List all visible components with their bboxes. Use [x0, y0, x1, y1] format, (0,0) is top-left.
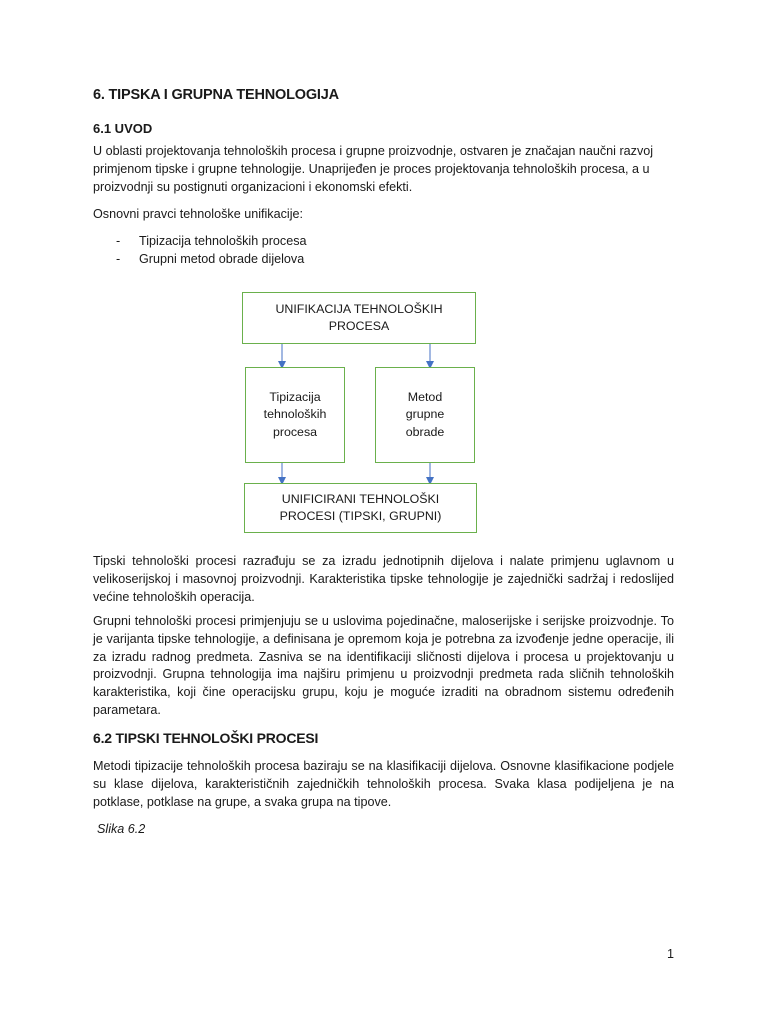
grupni-paragraph: Grupni tehnološki procesi primjenjuju se u uslovima pojedinačne, maloserijske i serijske proizvodnje. To je varijanta tipske tehnologije, a definisana je opremom koja je potrebna za izvođenje jedne operacije, ili za izradu radnog predmeta. Zasniva se na identifikaciji sličnosti dijelova i procesa u projektovanju u proizvodnji. Grupna tehnologija ima najširu primjenu u proizvodnji predmeta rada sličnih tehnoloških karakteristika, koji čine operacijsku grupu, koju je moguće izraditi na obradnom sistemu određenih parametara. [93, 614, 674, 717]
tipski-paragraph: Tipski tehnološki procesi razrađuju se za izradu jednotipnih dijelova i nalate primjenu uglavnom u velikoserijskoj i masovnoj proizvodnji. Karakteristika tipske tehnologije je zajednički sadržaj i redoslijed većine tehnoloških operacija. [93, 554, 674, 604]
list-dash: - [116, 234, 121, 248]
intro-paragraph: U oblasti projektovanja tehnoloških procesa i grupne proizvodnje, ostvaren je značajan naučni razvoj primjenom tipske i grupne tehnologije. Unaprijeđen je proces projektovanja tehnoloških procesa, a u proizvodnji su postignuti organizacioni i ekonomski efekti. [93, 144, 654, 194]
box-unifikacija [242, 292, 476, 344]
section-heading-tipski: 6.2 TIPSKI TEHNOLOŠKI PROCESI [93, 730, 319, 746]
box-grupna-obrada [375, 367, 475, 463]
list-item-text: Tipizacija tehnoloških procesa [139, 234, 307, 248]
unification-directions-paragraph: Osnovni pravci tehnološke unifikacije: [93, 207, 304, 221]
box-tipizacija-label: Tipizacija tehnoloških procesa [263, 389, 327, 439]
section-heading-uvod: 6.1 UVOD [93, 121, 153, 136]
unification-diagram [240, 292, 480, 537]
box-unificirani-label: UNIFICIRANI TEHNOLOŠKI PROCESI (TIPSKI, GRUPNI) [279, 491, 442, 523]
box-grupna-obrada-label: Metod grupne obrade [405, 389, 445, 439]
figure-caption: Slika 6.2 [97, 822, 146, 836]
page-number: 1 [667, 947, 675, 961]
box-unifikacija-label: UNIFIKACIJA TEHNOLOŠKIH PROCESA [275, 301, 443, 333]
list-item-text: Grupni metod obrade dijelova [139, 251, 305, 266]
list-item [116, 251, 307, 269]
list-dash: - [116, 251, 121, 266]
chapter-heading: 6. TIPSKA I GRUPNA TEHNOLOGIJA [93, 87, 339, 103]
box-unificirani [244, 483, 477, 533]
metodi-paragraph: Metodi tipizacije tehnoloških procesa baziraju se na klasifikaciji dijelova. Osnovne klasifikacione podjele su klase dijelova, karakterističnih zajedničkih tehnoloških procesa. Svaka klasa podijeljena je na potklase, potklase na grupe, a svaka grupa na tipove. [93, 759, 674, 809]
box-tipizacija [245, 367, 345, 463]
unification-list [116, 233, 307, 269]
list-item [116, 233, 307, 251]
